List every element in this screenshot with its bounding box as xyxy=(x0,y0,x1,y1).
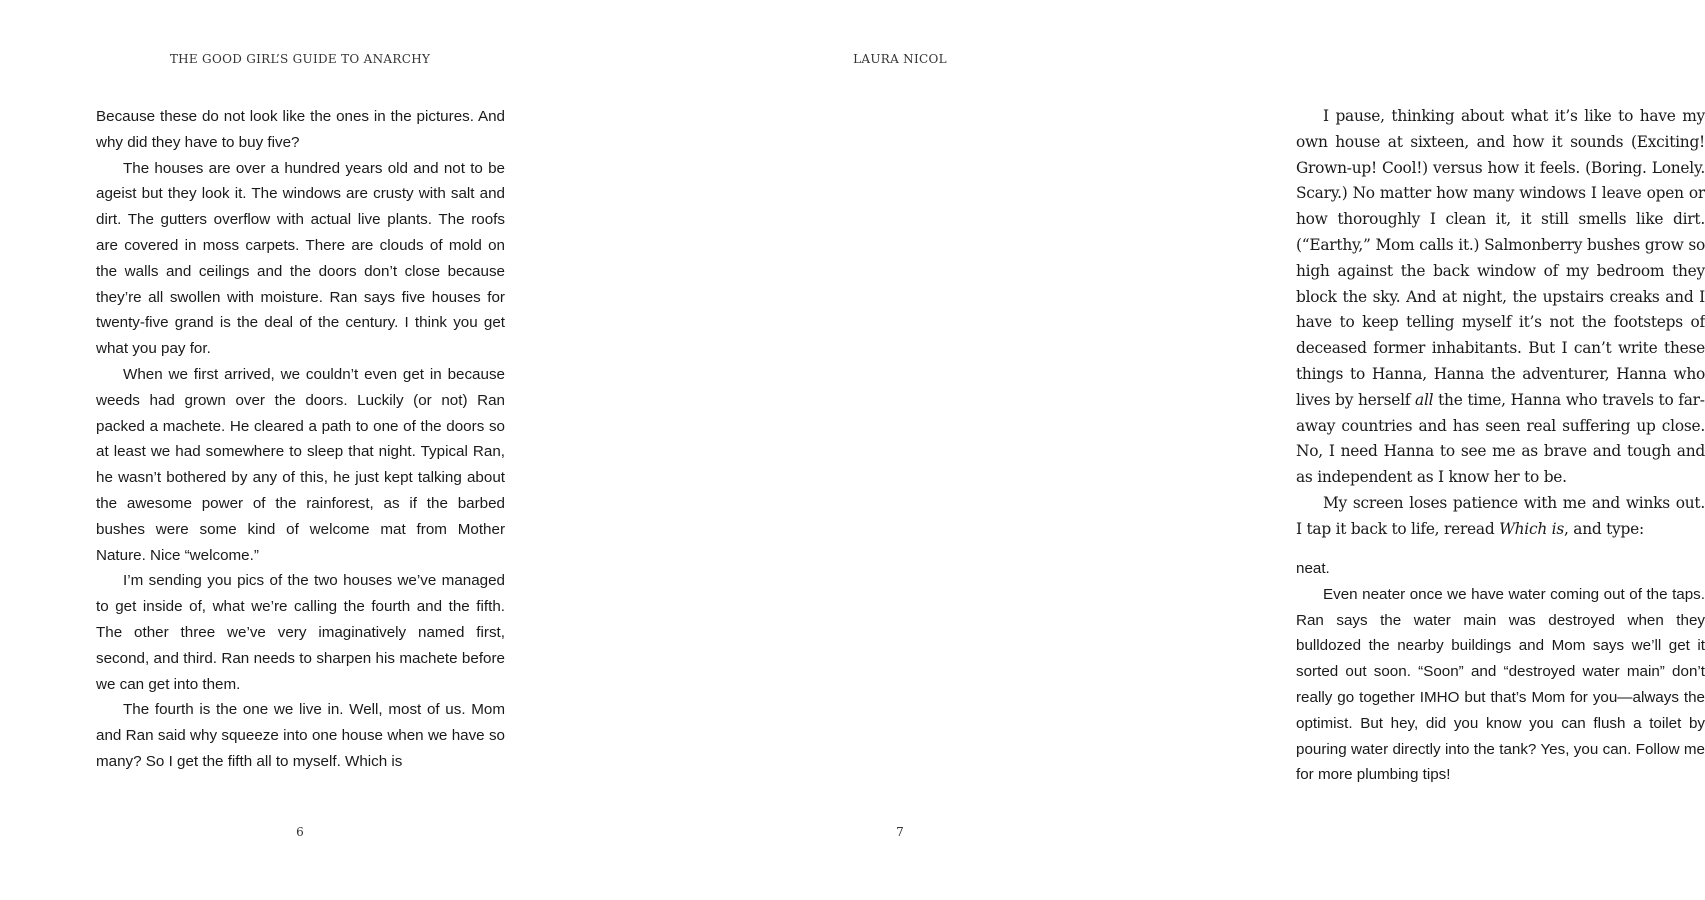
narrative-body xyxy=(1296,104,1705,543)
left-page-number: 6 xyxy=(296,825,304,839)
left-page-body xyxy=(96,104,505,775)
paragraph: Even neater once we have water coming out of the taps. Ran says the water main was destroyed when they bulldozed the nearby buildings and Mom says we’ll get it sorted out soon. “Soon” and “destroyed water main” don’t really go together IMHO but that’s Mom for you—always the optimist. But hey, did you know you can flush a toilet by pouring water directly into the tank? Yes, you can. Follow me for more plumbing tips! xyxy=(1296,585,1705,784)
paragraph: neat. xyxy=(1296,560,1330,577)
message-body xyxy=(1296,556,1705,788)
narrative-text: My screen loses patience with me and winks out. I tap it back to life, reread xyxy=(1296,493,1705,538)
left-running-head: THE GOOD GIRL’S GUIDE TO ANARCHY xyxy=(169,52,431,66)
right-page-number: 7 xyxy=(896,825,904,839)
paragraph xyxy=(1296,491,1705,543)
paragraph: Because these do not look like the ones in the pictures. And why did they have to buy five? xyxy=(96,108,505,151)
paragraph xyxy=(1296,104,1705,491)
paragraph: When we first arrived, we couldn’t even get in because weeds had grown over the doors. Luckily (or not) Ran packed a machete. He cleared a path to one of the doors so at least we had somewhere to sleep that night. Typical Ran, he wasn’t bothered by any of this, he just kept talking about the awesome power of the rainforest, as if the barbed bushes were some kind of welcome mat from Mother Nature. Nice “welcome.” xyxy=(96,365,505,564)
paragraph: The fourth is the one we live in. Well, most of us. Mom and Ran said why squeeze into one house when we have so many? So I get the fifth all to myself. Which is xyxy=(96,701,505,770)
narrative-text: , and type: xyxy=(1563,519,1644,538)
paragraph: I’m sending you pics of the two houses we’ve managed to get inside of, what we’re calling the fourth and the fifth. The other three we’ve very imaginatively named first, second, and third. Ran needs to sharpen his machete before we can get into them. xyxy=(96,572,505,693)
emphasis-text: all xyxy=(1415,390,1434,409)
right-running-head: LAURA NICOL xyxy=(853,52,947,66)
paragraph: The houses are over a hundred years old and not to be ageist but they look it. The windows are crusty with salt and dirt. The gutters overflow with actual live plants. The roofs are covered in moss carpets. There are clouds of mold on the walls and ceilings and the doors don’t close because they’re all swollen with moisture. Ran says five houses for twenty-five grand is the deal of the century. I think you get what you pay for. xyxy=(96,159,505,358)
right-page xyxy=(600,0,1705,900)
emphasis-text: Which is xyxy=(1499,519,1564,538)
narrative-text: the time, Hanna who travels to faraway countries and has seen real suffering up close. No, I need Hanna to see me as brave and tough and as independent as I know her to be. xyxy=(1296,390,1705,487)
narrative-text: I pause, thinking about what it’s like to have my own house at sixteen, and how it sounds (Exciting! Grown-up! Cool!) versus how it feels. (Boring. Lonely. Scary.) No matter how many windows I leave open or how thoroughly I clean it, it still smells like dirt. (“Earthy,” Mom calls it.) Salmonberry bushes grow so high against the back window of my bedroom they block the sky. And at night, the upstairs creaks and I have to keep telling myself it’s not the footsteps of deceased former inhabitants. But I can’t write these things to Hanna, Hanna the adventurer, Hanna who lives by herself xyxy=(1296,107,1705,409)
left-page xyxy=(0,0,600,900)
